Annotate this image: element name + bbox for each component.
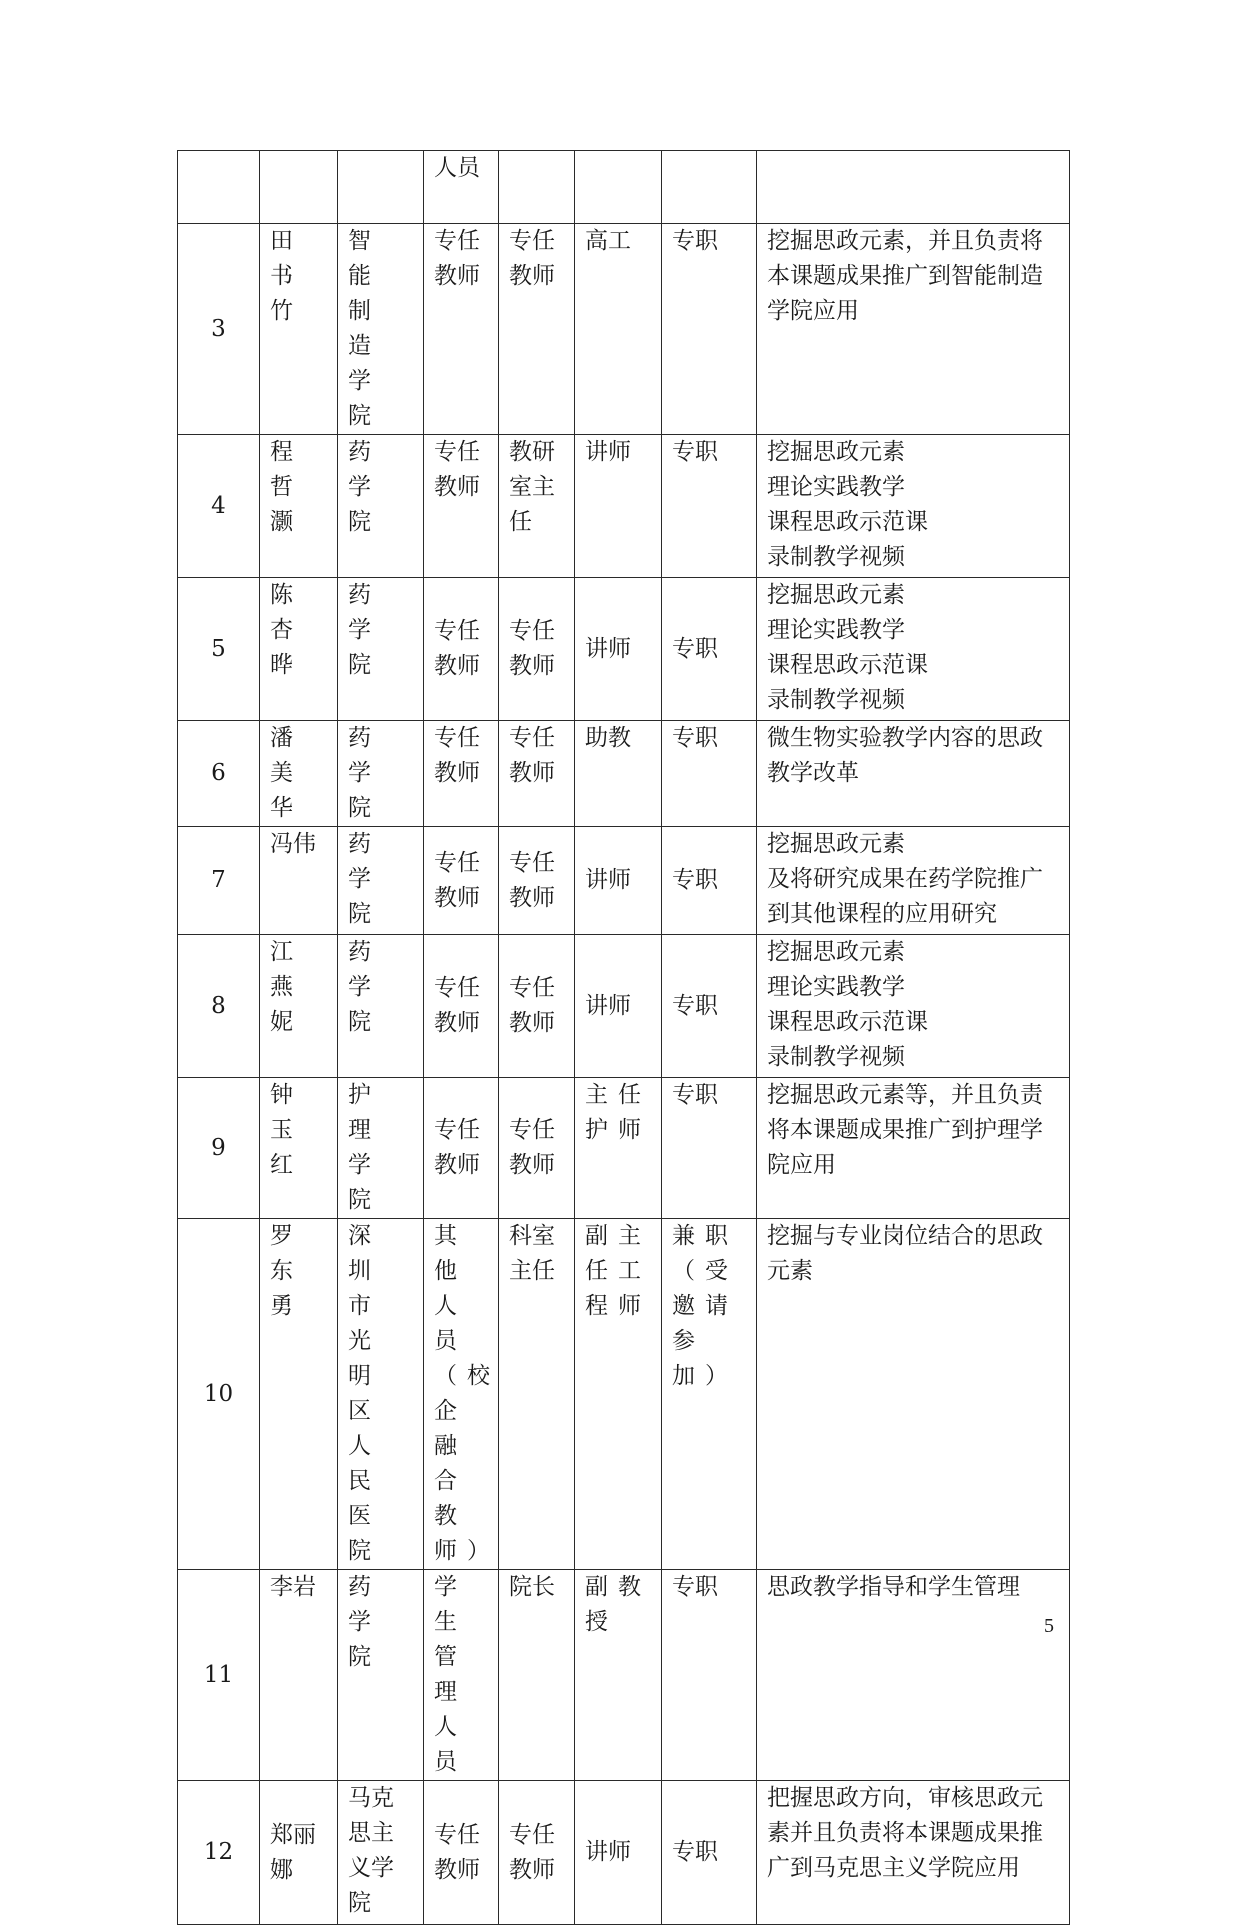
cell-type: 专任教师 <box>424 935 499 1078</box>
cell-task: 挖掘思政元素 及将研究成果在药学院推广到其他课程的应用研究 <box>757 827 1070 935</box>
cell-no: 8 <box>178 935 260 1078</box>
cell-name: 陈杏晔 <box>260 578 338 721</box>
cell-task: 挖掘思政元素 理论实践教学 课程思政示范课 录制教学视频 <box>757 578 1070 721</box>
cell-title: 副主任工程师 <box>575 1219 662 1570</box>
cell-name <box>260 151 338 224</box>
table-row <box>178 578 1070 721</box>
cell-name: 罗东勇 <box>260 1219 338 1570</box>
cell-no: 3 <box>178 224 260 435</box>
cell-type: 人员 <box>424 151 499 224</box>
cell-task: 挖掘思政元素 理论实践教学 课程思政示范课 录制教学视频 <box>757 935 1070 1078</box>
cell-no: 9 <box>178 1078 260 1219</box>
cell-no: 4 <box>178 435 260 578</box>
cell-task: 挖掘与专业岗位结合的思政元素 <box>757 1219 1070 1570</box>
cell-no: 12 <box>178 1781 260 1925</box>
cell-position <box>499 151 575 224</box>
cell-status: 专职 <box>662 1078 757 1219</box>
cell-unit: 护理学院 <box>338 1078 424 1219</box>
table-row <box>178 1219 1070 1570</box>
cell-unit: 药学院 <box>338 827 424 935</box>
cell-task: 挖掘思政元素，并且负责将本课题成果推广到智能制造学院应用 <box>757 224 1070 435</box>
cell-status: 专职 <box>662 827 757 935</box>
table-row <box>178 1570 1070 1781</box>
table-row <box>178 1078 1070 1219</box>
cell-unit: 马克思主义学院 <box>338 1781 424 1925</box>
cell-unit <box>338 151 424 224</box>
cell-name: 田书竹 <box>260 224 338 435</box>
cell-position: 专任教师 <box>499 1781 575 1925</box>
table-row <box>178 435 1070 578</box>
table-row <box>178 935 1070 1078</box>
cell-position: 专任教师 <box>499 721 575 827</box>
cell-position: 院长 <box>499 1570 575 1781</box>
staff-table <box>177 150 1070 1925</box>
cell-status: 专职 <box>662 435 757 578</box>
cell-title: 主任护师 <box>575 1078 662 1219</box>
cell-task: 挖掘思政元素等，并且负责将本课题成果推广到护理学院应用 <box>757 1078 1070 1219</box>
cell-title: 讲师 <box>575 827 662 935</box>
cell-status <box>662 151 757 224</box>
cell-title: 高工 <box>575 224 662 435</box>
cell-unit: 深圳市光明区人民医院 <box>338 1219 424 1570</box>
table-row <box>178 721 1070 827</box>
cell-status: 专职 <box>662 1570 757 1781</box>
cell-name: 冯伟 <box>260 827 338 935</box>
cell-position: 专任教师 <box>499 224 575 435</box>
cell-title: 副教授 <box>575 1570 662 1781</box>
cell-position: 科室主任 <box>499 1219 575 1570</box>
cell-type: 专任教师 <box>424 1781 499 1925</box>
cell-task: 把握思政方向，审核思政元素并且负责将本课题成果推广到马克思主义学院应用 <box>757 1781 1070 1925</box>
cell-unit: 药学院 <box>338 935 424 1078</box>
cell-name: 江燕妮 <box>260 935 338 1078</box>
table-row <box>178 151 1070 224</box>
cell-unit: 药学院 <box>338 721 424 827</box>
cell-status: 专职 <box>662 1781 757 1925</box>
cell-type: 专任教师 <box>424 578 499 721</box>
cell-position: 专任教师 <box>499 935 575 1078</box>
cell-status: 专职 <box>662 721 757 827</box>
cell-type: 学生管理人员 <box>424 1570 499 1781</box>
cell-title: 讲师 <box>575 435 662 578</box>
cell-title: 讲师 <box>575 578 662 721</box>
cell-status: 专职 <box>662 578 757 721</box>
cell-position: 专任教师 <box>499 578 575 721</box>
cell-name: 郑丽娜 <box>260 1781 338 1925</box>
cell-no: 5 <box>178 578 260 721</box>
cell-title: 讲师 <box>575 935 662 1078</box>
cell-type: 专任教师 <box>424 1078 499 1219</box>
cell-no: 7 <box>178 827 260 935</box>
table-row <box>178 1781 1070 1925</box>
cell-status: 专职 <box>662 935 757 1078</box>
cell-name: 钟玉红 <box>260 1078 338 1219</box>
cell-position: 专任教师 <box>499 1078 575 1219</box>
cell-type: 专任教师 <box>424 224 499 435</box>
cell-task: 挖掘思政元素 理论实践教学 课程思政示范课 录制教学视频 <box>757 435 1070 578</box>
cell-status: 兼职（受邀请参加） <box>662 1219 757 1570</box>
cell-title: 讲师 <box>575 1781 662 1925</box>
cell-unit: 药学院 <box>338 435 424 578</box>
cell-no: 10 <box>178 1219 260 1570</box>
cell-type: 其他人员（校企融合教师） <box>424 1219 499 1570</box>
cell-task <box>757 151 1070 224</box>
table-row <box>178 224 1070 435</box>
cell-no <box>178 151 260 224</box>
cell-title <box>575 151 662 224</box>
cell-position: 教研室主任 <box>499 435 575 578</box>
cell-status: 专职 <box>662 224 757 435</box>
cell-task: 思政教学指导和学生管理 <box>757 1570 1070 1781</box>
cell-unit: 药学院 <box>338 578 424 721</box>
cell-name: 潘美华 <box>260 721 338 827</box>
cell-type: 专任教师 <box>424 435 499 578</box>
cell-position: 专任教师 <box>499 827 575 935</box>
table-row <box>178 827 1070 935</box>
page-number: 5 <box>1044 1615 1054 1637</box>
cell-type: 专任教师 <box>424 827 499 935</box>
cell-task: 微生物实验教学内容的思政教学改革 <box>757 721 1070 827</box>
cell-unit: 药学院 <box>338 1570 424 1781</box>
cell-no: 11 <box>178 1570 260 1781</box>
cell-type: 专任教师 <box>424 721 499 827</box>
cell-name: 李岩 <box>260 1570 338 1781</box>
cell-name: 程哲灏 <box>260 435 338 578</box>
cell-title: 助教 <box>575 721 662 827</box>
cell-unit: 智能制造学院 <box>338 224 424 435</box>
cell-no: 6 <box>178 721 260 827</box>
